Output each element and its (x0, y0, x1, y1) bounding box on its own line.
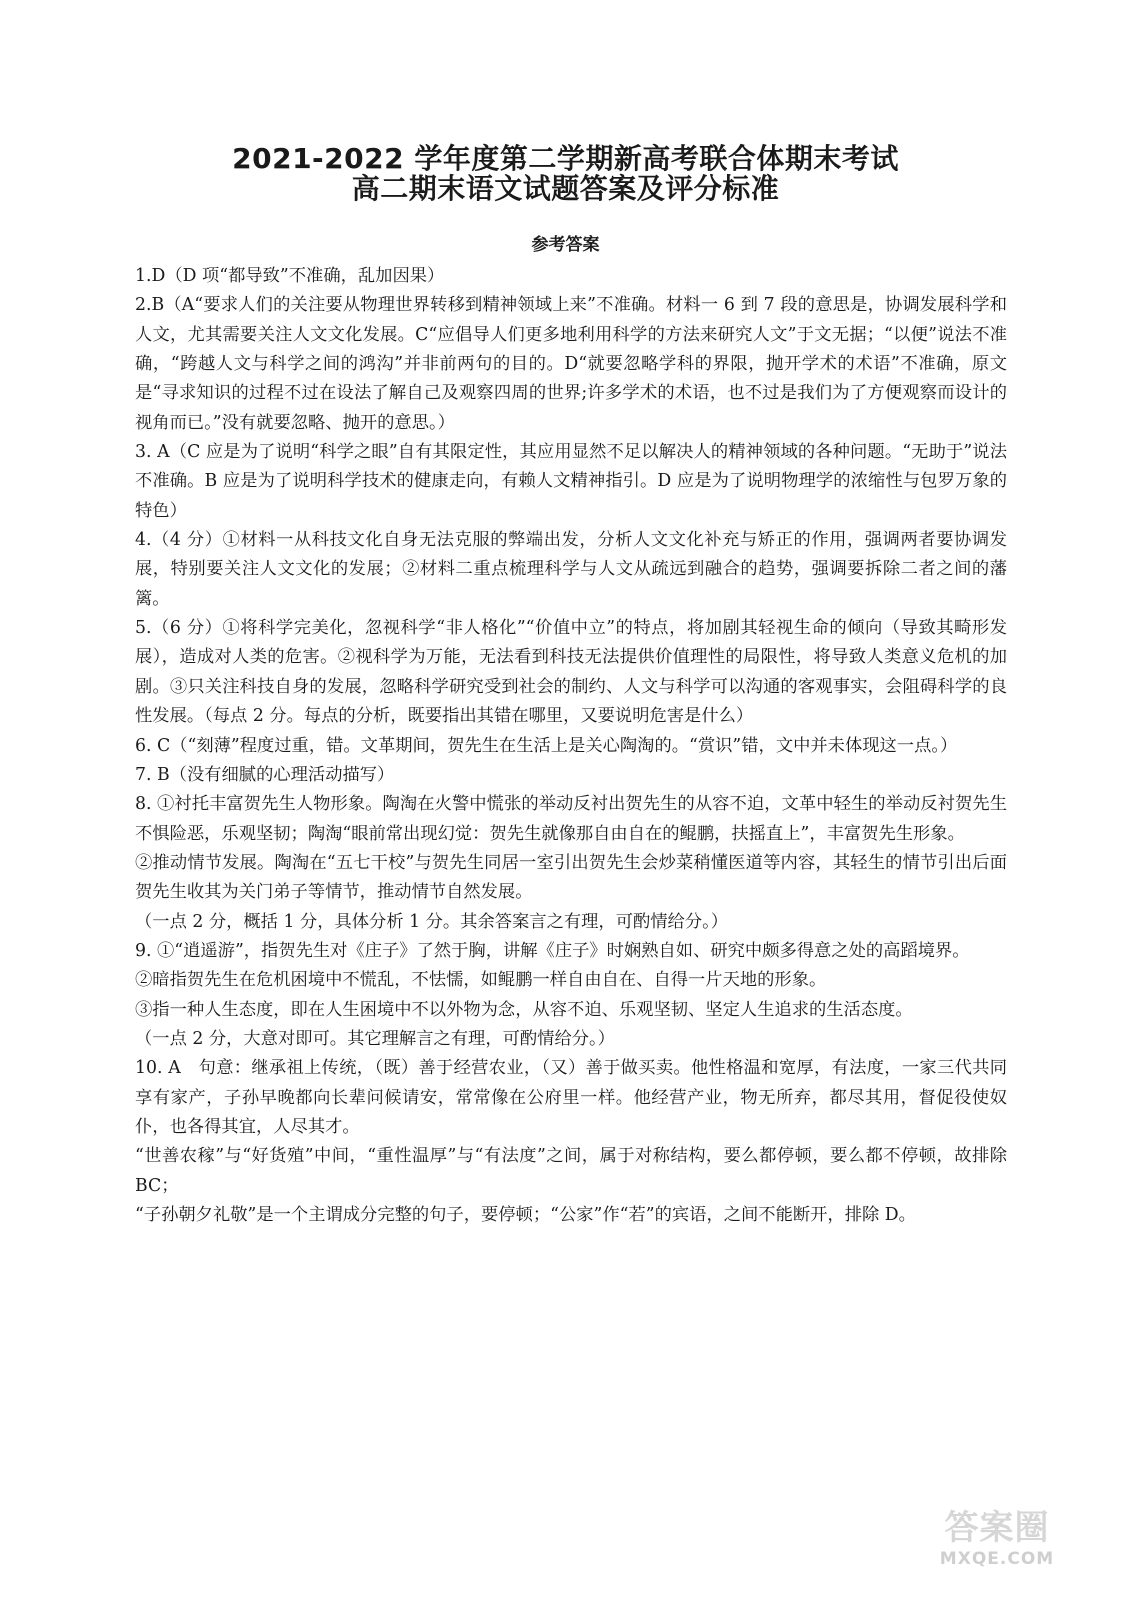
answer-paragraph: ③指一种人生态度，即在人生困境中不以外物为念，从容不迫、乐观坚韧、坚定人生追求的生活态度。 (135, 999, 913, 1020)
answer-paragraph: （一点 2 分，概括 1 分，具体分析 1 分。其余答案言之有理，可酌情给分。） (135, 911, 729, 932)
exam-subtitle: 高二期末语文试题答案及评分标准 (351, 172, 780, 205)
watermark-logo-text: 答案圈 (944, 1508, 1050, 1548)
answer-paragraph: （一点 2 分，大意对即可。其它理解言之有理，可酌情给分。） (135, 1028, 615, 1049)
answer-paragraph: 3. A（C 应是为了说明“科学之眼”自有其限定性，其应用显然不足以解决人的精神领域的各种问题。“无助于”说法不准确。B 应是为了说明科学技术的健康走向，有赖人文精神指引。D 应是为了说明物理学的浓缩性与包罗万象的特色） (135, 442, 1007, 521)
answer-paragraph: 9. ①“逍遥游”，指贺先生对《庄子》了然于胸，讲解《庄子》时娴熟自如、研究中颇多得意之处的高蹈境界。 (135, 940, 970, 961)
answer-paragraph: 10. A 句意：继承祖上传统，（既）善于经营农业，（又）善于做买卖。他性格温和宽厚，有法度，一家三代共同享有家产，子孙早晚都向长辈问候请安，常常像在公府里一样。他经营产业，物无所弃，都尽其用，督促役使奴仆，也各得其宜，人尽其才。 (135, 1058, 1007, 1137)
answer-paragraph: 5.（6 分）①将科学完美化，忽视科学“非人格化”“价值中立”的特点，将加剧其轻视生命的倾向（导致其畸形发展），造成对人类的危害。②视科学为万能，无法看到科技无法提供价值理性的局限性，将导致人类意义危机的加剧。③只关注科技自身的发展，忽略科学研究受到社会的制约、人文与科学可以沟通的客观事实，会阻碍科学的良性发展。（每点 2 分。每点的分析，既要指出其错在哪里，又要说明危害是什么） (135, 618, 1007, 727)
answer-paragraph: “子孙朝夕礼敬”是一个主谓成分完整的句子，要停顿；“公家”作“若”的宾语，之间不能断开，排除 D。 (135, 1205, 916, 1225)
answer-paragraph: 7. B（没有细腻的心理活动描写） (135, 764, 395, 785)
answer-paragraph: 2.B（A“要求人们的关注要从物理世界转移到精神领域上来”不准确。材料一 6 到 7 段的意思是，协调发展科学和人文，尤其需要关注人文文化发展。C“应倡导人们更多地利用科学的方法来研究人文”于文无据；“以便”说法不准确，“跨越人文与科学之间的鸿沟”并非前两句的目的。D“就要忽略学科的界限，抛开学术的术语”不准确，原文是“寻求知识的过程不过在设法了解自己及观察四周的世界;许多学术的术语，也不过是我们为了方便观察而设计的视角而已。”没有就要忽略、抛开的意思。） (135, 295, 1007, 433)
section-heading: 参考答案 (531, 235, 600, 255)
watermark-url-text: MXQE.COM (939, 1549, 1055, 1569)
answer-body (135, 262, 1007, 1230)
answer-paragraph: ②暗指贺先生在危机困境中不慌乱，不怯懦，如鲲鹏一样自由自在、自得一片天地的形象。 (135, 970, 827, 991)
answer-paragraph: 8. ①衬托丰富贺先生人物形象。陶淘在火警中慌张的举动反衬出贺先生的从容不迫，文革中轻生的举动反衬贺先生不惧险恶，乐观坚韧；陶淘“眼前常出现幻觉：贺先生就像那自由自在的鲲鹏，扶摇直上”，丰富贺先生形象。 (135, 794, 1007, 844)
answer-paragraph: 4.（4 分）①材料一从科技文化自身无法克服的弊端出发，分析人文文化补充与矫正的作用，强调两者要协调发展，特别要关注人文文化的发展；②材料二重点梳理科学与人文从疏远到融合的趋势，强调要拆除二者之间的藩篱。 (135, 530, 1007, 609)
site-watermark (937, 1508, 1057, 1588)
exam-title: 2021-2022 学年度第二学期新高考联合体期末考试 (232, 142, 899, 175)
answer-paragraph: ②推动情节发展。陶淘在“五七干校”与贺先生同居一室引出贺先生会炒菜稍懂医道等内容，其轻生的情节引出后面贺先生收其为关门弟子等情节，推动情节自然发展。 (135, 852, 1007, 903)
answer-paragraph: “世善农稼”与“好货殖”中间，“重性温厚”与“有法度”之间，属于对称结构，要么都停顿，要么都不停顿，故排除 BC； (135, 1146, 1007, 1196)
answer-paragraph: 1.D（D 项“都导致”不准确，乱加因果） (135, 266, 445, 286)
answer-paragraph: 6. C（“刻薄”程度过重，错。文革期间，贺先生在生活上是关心陶淘的。“赏识”错，文中并未体现这一点。） (135, 735, 958, 756)
